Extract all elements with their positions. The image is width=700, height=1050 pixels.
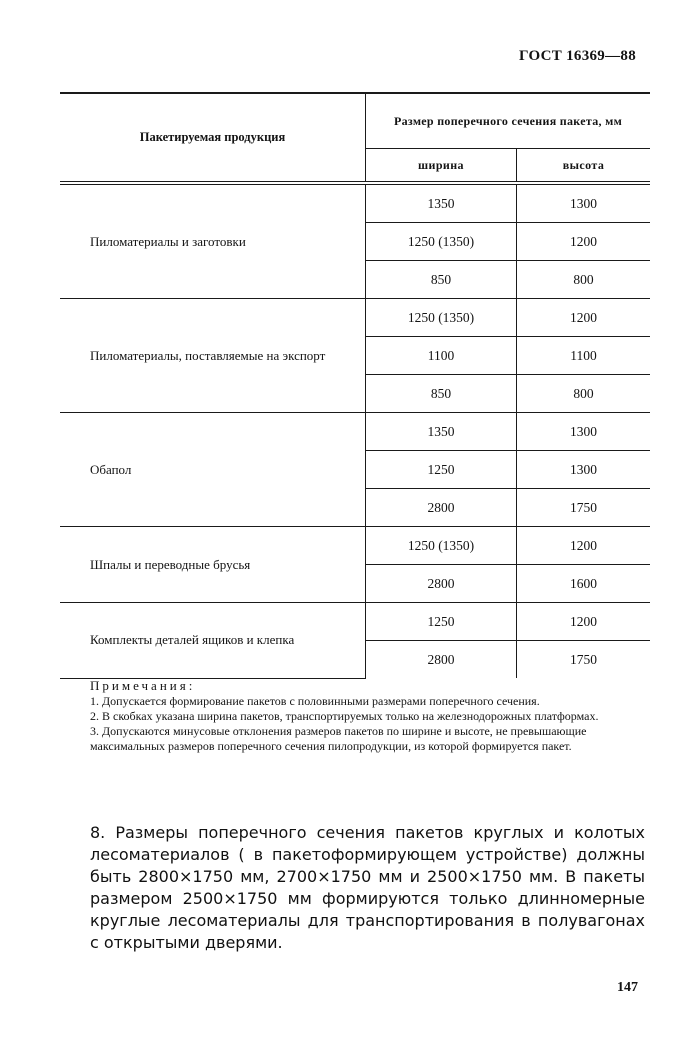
table-row [60,527,650,565]
height-cell: 1200 [517,603,651,641]
table-row [60,183,650,223]
height-cell: 800 [517,375,651,413]
width-cell: 1250 [366,451,517,489]
height-cell: 1300 [517,451,651,489]
product-cell: Пиломатериалы и заготовки [60,183,366,299]
width-cell: 1250 (1350) [366,299,517,337]
height-cell: 1750 [570,651,597,667]
column-header-height: высота [562,157,605,172]
document-code: ГОСТ 16369—88 [518,48,636,64]
table-row [60,603,650,641]
width-cell: 2800 [366,489,517,527]
height-cell: 800 [517,261,651,299]
column-header-product: Пакетируемая продукция [60,93,366,183]
width-cell: 1350 [366,413,517,451]
table-body [60,183,650,678]
width-cell: 850 [366,261,517,299]
height-cell: 1300 [517,413,651,451]
table-row [60,413,650,451]
column-header-size: Размер поперечного сечения пакета, мм [366,93,651,149]
width-cell: 2800 [366,641,517,679]
notes-title: Примечания: [90,678,196,693]
product-cell: Комплекты деталей ящиков и клепка [60,603,366,679]
height-cell: 1200 [517,527,651,565]
package-size-table [60,92,650,679]
height-cell: 1600 [517,565,651,603]
notes [90,678,645,754]
product-cell: Пиломатериалы, поставляемые на экспорт [60,299,366,413]
width-cell: 1250 (1350) [366,527,517,565]
width-cell: 1350 [366,183,517,223]
note-item-2: 2. В скобках указана ширина пакетов, транспортируемых только на железнодорожных платформах. [90,709,599,723]
width-cell: 2800 [366,565,517,603]
note-item-3: 3. Допускаются минусовые отклонения размеров пакетов по ширине и высоте, не превышающие максимальных размеров поперечного сечения пилопродукции, из которой формируется пакет. [90,724,587,753]
height-cell: 1100 [517,337,651,375]
column-header-width: ширина [366,149,517,184]
paragraph-8: 8. Размеры поперечного сечения пакетов круглых и колотых лесоматериалов ( в пакетоформирующем устройстве) должны быть 2800×1750 мм, 2700×1750 мм и 2500×1750 мм. В пакеты размером 2500×1750 мм формируются только длинномерные круглые лесоматериалы для транспортирования в полувагонах с открытыми дверями. [90,823,645,952]
width-cell: 850 [366,375,517,413]
product-cell: Обапол [60,413,366,527]
height-cell: 1750 [517,489,651,527]
page-number: 147 [617,980,638,995]
note-item-1: 1. Допускается формирование пакетов с половинными размерами поперечного сечения. [90,694,540,708]
product-cell: Шпалы и переводные брусья [60,527,366,603]
width-cell: 1100 [366,337,517,375]
height-cell: 1200 [517,223,651,261]
height-cell: 1300 [517,183,651,223]
width-cell: 1250 (1350) [366,223,517,261]
table-row [60,299,650,337]
width-cell: 1250 [366,603,517,641]
height-cell: 1200 [517,299,651,337]
